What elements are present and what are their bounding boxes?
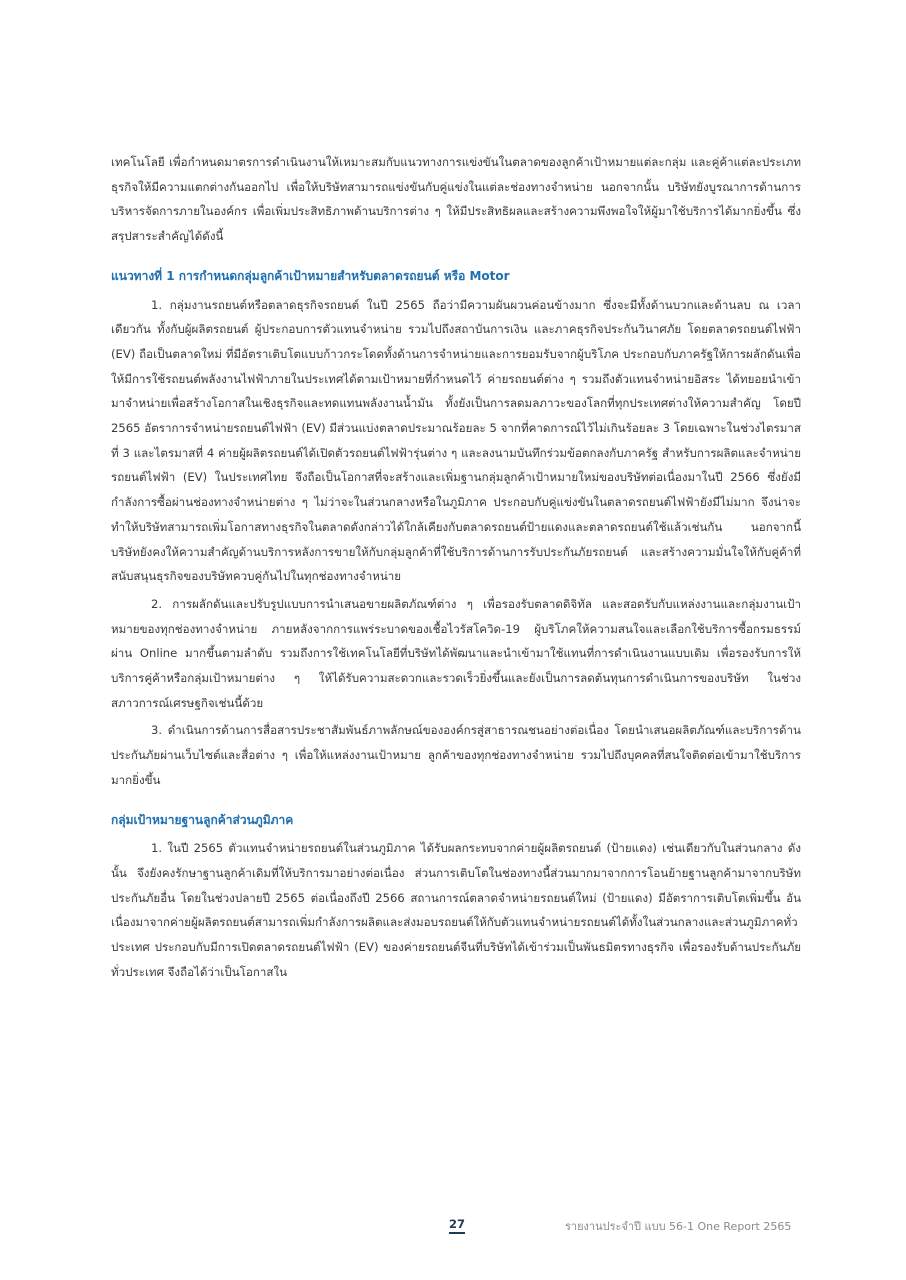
section-heading-regional: กลุ่มเป้าหมายฐานลูกค้าส่วนภูมิภาค xyxy=(111,812,294,827)
section-heading-motor: แนวทางที่ 1 การกำหนดกลุ่มลูกค้าเป้าหมายสำหรับตลาดรถยนต์ หรือ Motor xyxy=(111,268,510,283)
page-footer xyxy=(0,1217,906,1241)
page-content xyxy=(111,150,801,985)
motor-paragraph-3: 3. ดำเนินการด้านการสื่อสารประชาสัมพันธ์ภาพลักษณ์ขององค์กรสู่สาธารณชนอย่างต่อเนื่อง โดยนำเสนอผลิตภัณฑ์และบริการด้านประกันภัยผ่านเว็บไซต์และสื่อต่าง ๆ เพื่อให้แหล่งงานเป้าหมาย ลูกค้าของทุกช่องทางจำหน่าย รวมไปถึงบุคคลที่สนใจติดต่อเข้ามาใช้บริการมากยิ่งขึ้น xyxy=(111,723,801,787)
intro-paragraph: เทคโนโลยี เพื่อกำหนดมาตรการดำเนินงานให้เหมาะสมกับแนวทางการแข่งขันในตลาดของลูกค้าเป้าหมายแต่ละกลุ่ม และคู่ค้าแต่ละประเภทธุรกิจให้มีความแตกต่างกันออกไป เพื่อให้บริษัทสามารถแข่งขันกับคู่แข่งในแต่ละช่องทางจำหน่าย นอกจากนั้น บริษัทยังบูรณาการด้านการบริหารจัดการภายในองค์กร เพื่อเพิ่มประสิทธิภาพด้านบริการต่าง ๆ ให้มีประสิทธิผลและสร้างความพึงพอใจให้ผู้มาใช้บริการได้มากยิ่งขึ้น ซึ่งสรุปสาระสำคัญได้ดังนี้ xyxy=(111,155,801,244)
motor-paragraph-2: 2. การผลักดันและปรับรูปแบบการนำเสนอขายผลิตภัณฑ์ต่าง ๆ เพื่อรองรับตลาดดิจิทัล และสอดรับกับแหล่งงานและกลุ่มงานเป้าหมายของทุกช่องทางจำหน่าย ภายหลังจากการแพร่ระบาดของเชื้อไวรัสโควิด-19 ผู้บริโภคให้ความสนใจและเลือกใช้บริการซื้อกรมธรรม์ผ่าน Online มากขึ้นตามลำดับ รวมถึงการใช้เทคโนโลยีที่บริษัทได้พัฒนาและนำเข้ามาใช้แทนที่การดำเนินงานแบบเดิม เพื่อรองรับการให้บริการคู่ค้าหรือกลุ่มเป้าหมายต่าง ๆ ให้ได้รับความสะดวกและรวดเร็วยิ่งขึ้นและยังเป็นการลดต้นทุนการดำเนินการของบริษัท ในช่วงสภาวการณ์เศรษฐกิจเช่นนี้ด้วย xyxy=(111,596,801,710)
report-title: รายงานประจำปี แบบ 56-1 One Report 2565 xyxy=(565,1220,792,1233)
regional-paragraph-1: 1. ในปี 2565 ตัวแทนจำหน่ายรถยนต์ในส่วนภูมิภาค ได้รับผลกระทบจากค่ายผู้ผลิตรถยนต์ (ป้ายแดง) เช่นเดียวกับในส่วนกลาง ดังนั้น จึงยังคงรักษาฐานลูกค้าเดิมที่ให้บริการมาอย่างต่อเนื่อง ส่วนการเติบโตในช่องทางนี้ส่วนมากมาจากการโอนย้ายฐานลูกค้ามาจากบริษัทประกันภัยอื่น โดยในช่วงปลายปี 2565 ต่อเนื่องถึงปี 2566 สถานการณ์ตลาดจำหน่ายรถยนต์ใหม่ (ป้ายแดง) มีอัตราการเติบโตเพิ่มขึ้น อันเนื่องมาจากค่ายผู้ผลิตรถยนต์สามารถเพิ่มกำลังการผลิตและส่งมอบรถยนต์ให้กับตัวแทนจำหน่ายรถยนต์ได้ทั้งในส่วนกลางและส่วนภูมิภาคทั่วประเทศ ประกอบกับมีการเปิดตลาดรถยนต์ไฟฟ้า (EV) ของค่ายรถยนต์จีนที่บริษัทได้เข้าร่วมเป็นพันธมิตรทางธุรกิจ เพื่อรองรับด้านประกันภัยทั่วประเทศ จึงถือได้ว่าเป็นโอกาสใน xyxy=(111,841,801,979)
page-number: 27 xyxy=(449,1217,465,1234)
motor-paragraph-1: 1. กลุ่มงานรถยนต์หรือตลาดธุรกิจรถยนต์ ในปี 2565 ถือว่ามีความผันผวนค่อนข้างมาก ซึ่งจะมีทั้งด้านบวกและด้านลบ ณ เวลาเดียวกัน ทั้งกับผู้ผลิตรถยนต์ ผู้ประกอบการตัวแทนจำหน่าย รวมไปถึงสถาบันการเงิน และภาคธุรกิจประกันวินาศภัย โดยตลาดรถยนต์ไฟฟ้า (EV) ถือเป็นตลาดใหม่ ที่มีอัตราเติบโตแบบก้าวกระโดดทั้งด้านการจำหน่ายและการยอมรับจากผู้บริโภค ประกอบกับภาครัฐให้การผลักดันเพื่อให้มีการใช้รถยนต์พลังงานไฟฟ้าภายในประเทศได้ตามเป้าหมายที่กำหนดไว้ ค่ายรถยนต์ต่าง ๆ รวมถึงตัวแทนจำหน่ายอิสระ ได้ทยอยนำเข้ามาจำหน่ายเพื่อสร้างโอกาสในเชิงธุรกิจและทดแทนพลังงานน้ำมัน ทั้งยังเป็นการลดมลภาวะของโลกที่ทุกประเทศต่างให้ความสำคัญ โดยปี 2565 อัตราการจำหน่ายรถยนต์ไฟฟ้า (EV) มีส่วนแบ่งตลาดประมาณร้อยละ 5 จากที่คาดการณ์ไว้ไม่เกินร้อยละ 3 โดยเฉพาะในช่วงไตรมาสที่ 3 และไตรมาสที่ 4 ค่ายผู้ผลิตรถยนต์ได้เปิดตัวรถยนต์ไฟฟ้ารุ่นต่าง ๆ และลงนามบันทึกร่วมข้อตกลงกับภาครัฐ สำหรับการผลิตและจำหน่ายรถยนต์ไฟฟ้า (EV) ในประเทศไทย จึงถือเป็นโอกาสที่จะสร้างและเพิ่มฐานกลุ่มลูกค้าเป้าหมายใหม่ของบริษัทต่อเนื่องมาในปี 2566 ซึ่งยังมีกำลังการซื้อผ่านช่องทางจำหน่ายต่าง ๆ ไม่ว่าจะในส่วนกลางหรือในภูมิภาค ประกอบกับคู่แข่งขันในตลาดรถยนต์ไฟฟ้ายังมีไม่มาก จึงน่าจะทำให้บริษัทสามารถเพิ่มโอกาสทางธุรกิจในตลาดดังกล่าวได้ใกล้เคียงกับตลาดรถยนต์ป้ายแดงและตลาดรถยนต์ใช้แล้วเช่นกัน นอกจากนี้ บริษัทยังคงให้ความสำคัญด้านบริการหลังการขายให้กับกลุ่มลูกค้าที่ใช้บริการด้านการรับประกันภัยรถยนต์ และสร้างความมั่นใจให้กับคู่ค้าที่สนับสนุนธุรกิจของบริษัทควบคู่กันไปในทุกช่องทางจำหน่าย xyxy=(111,297,801,584)
